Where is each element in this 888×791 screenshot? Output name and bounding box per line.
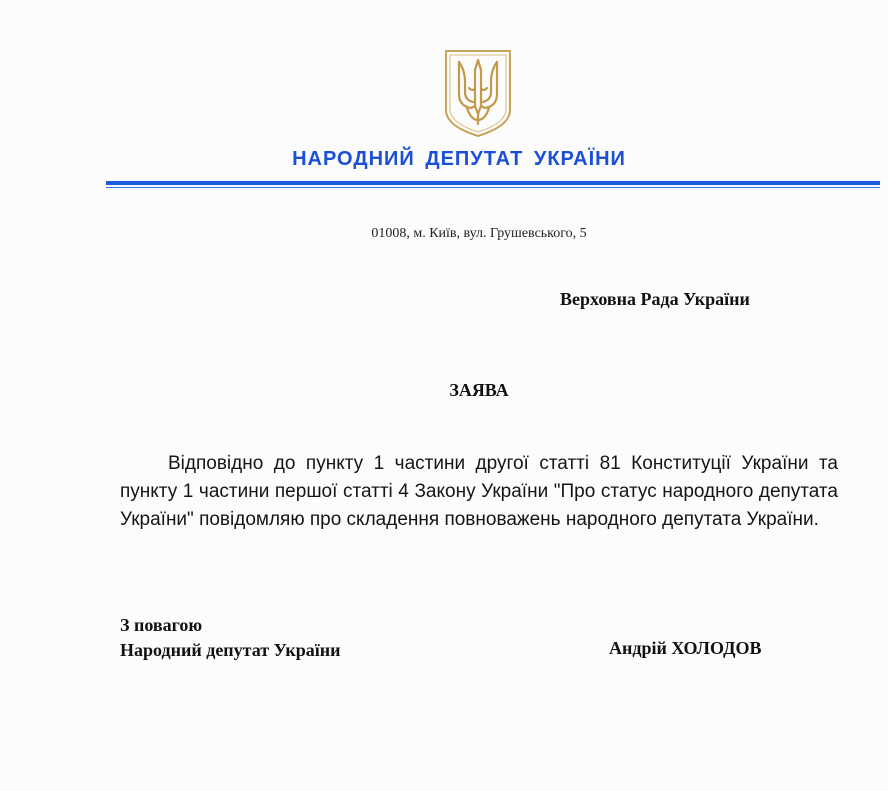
salutation: З повагою — [120, 615, 203, 635]
letter-body: Відповідно до пункту 1 частини другої статті 81 Конституції України та пункту 1 частини першої статті 4 Закону України "Про статус народного депутата України" повідомляю про складення повноважень народного депутата України. — [120, 453, 838, 530]
trident-coat-of-arms-icon — [443, 48, 513, 138]
header-divider — [106, 181, 880, 185]
header-divider-thin — [106, 187, 880, 188]
address-line: 01008, м. Київ, вул. Грушевського, 5 — [371, 226, 587, 241]
signer-position: Народний депутат України — [120, 640, 341, 660]
recipient: Верховна Рада України — [560, 289, 750, 309]
closing-block — [120, 613, 340, 663]
document-title: ЗАЯВА — [449, 380, 509, 400]
header-title: НАРОДНИЙ ДЕПУТАТ УКРАЇНИ — [292, 148, 626, 170]
signer-name: Андрій ХОЛОДОВ — [609, 638, 762, 658]
